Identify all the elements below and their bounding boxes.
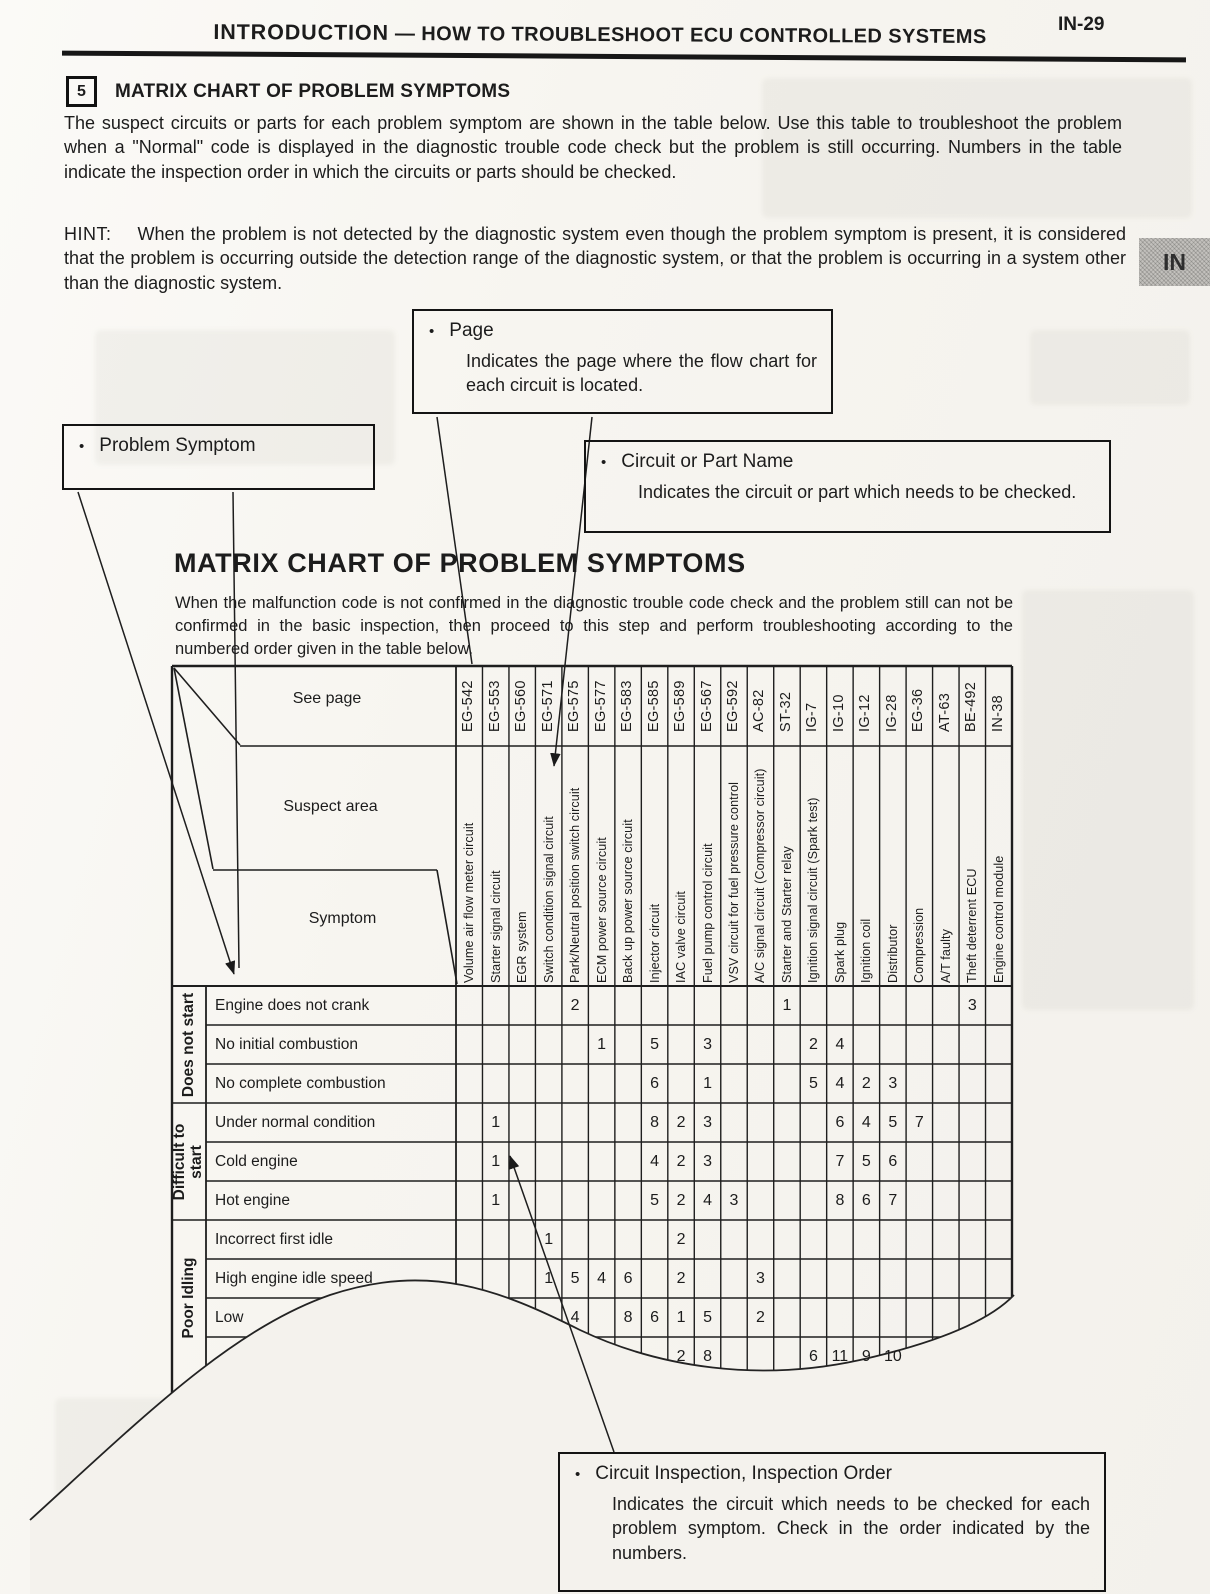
matrix-page-code: EG-583: [619, 680, 636, 732]
callout-circuit-body: Indicates the circuit or part which needs to be checked.: [638, 482, 1077, 502]
matrix-page-code: AT-63: [936, 692, 953, 732]
matrix-cell: 5: [703, 1308, 712, 1326]
matrix-cell: 6: [835, 1113, 845, 1131]
callout-problem-title: Problem Symptom: [99, 435, 256, 456]
matrix-cell: 2: [676, 1113, 686, 1131]
matrix-cell: 3: [703, 1035, 712, 1053]
matrix-cell: 6: [650, 1308, 660, 1326]
matrix-cell: 4: [650, 1152, 660, 1170]
bullet-icon: •: [79, 438, 85, 455]
matrix-suspect-label: Ignition coil: [859, 918, 874, 983]
matrix-cell: 1: [491, 1191, 501, 1209]
matrix-suspect-label: Ignition signal circuit (Spark test): [806, 797, 821, 983]
matrix-page-code: EG-577: [592, 680, 609, 732]
matrix-cell: 10: [883, 1347, 902, 1365]
matrix-cell: 8: [650, 1113, 660, 1131]
matrix-cell: 3: [703, 1113, 712, 1131]
matrix-cell: 3: [888, 1074, 898, 1092]
matrix-page-code: EG-589: [672, 680, 689, 732]
section-title: MATRIX CHART OF PROBLEM SYMPTOMS: [115, 80, 511, 102]
matrix-cell: 7: [835, 1152, 845, 1170]
matrix-cell: 8: [703, 1347, 712, 1365]
see-page-label: See page: [292, 690, 362, 707]
matrix-cell: 5: [861, 1152, 871, 1170]
page-title-section: INTRODUCTION: [213, 19, 390, 45]
matrix-cell: 2: [676, 1191, 686, 1209]
matrix-row-label: Low: [215, 1308, 244, 1326]
page-title-rest: — HOW TO TROUBLESHOOT ECU CONTROLLED SYSTEMS: [394, 22, 987, 49]
matrix-row-label: No initial combustion: [215, 1035, 359, 1053]
callout-circuit-or-part: [584, 440, 1111, 533]
callout-problem-symptom: [62, 424, 375, 490]
matrix-suspect-label: Switch condition signal circuit: [541, 816, 556, 983]
matrix-group-label-text: Does not start: [179, 992, 197, 1097]
bullet-icon: •: [575, 1466, 581, 1483]
matrix-cell: 5: [650, 1035, 660, 1053]
matrix-suspect-label: Engine control module: [991, 855, 1006, 983]
matrix-cell: 5: [570, 1269, 580, 1287]
matrix-title: MATRIX CHART OF PROBLEM SYMPTOMS: [174, 548, 746, 578]
matrix-cell: 5: [650, 1191, 660, 1209]
matrix-row-label: Under normal condition: [215, 1113, 376, 1131]
matrix-cell: 1: [597, 1035, 607, 1053]
matrix-row-label: High engine idle speed: [215, 1269, 373, 1287]
matrix-page-code: EG-553: [486, 680, 503, 732]
matrix-cell: 2: [676, 1347, 686, 1365]
matrix-page-code: IN-38: [989, 695, 1006, 732]
matrix-suspect-label: Fuel pump control circuit: [700, 843, 715, 983]
matrix-suspect-label: A/C signal circuit (Compressor circuit): [753, 768, 768, 983]
matrix-row-label: Hot engine: [215, 1191, 290, 1209]
matrix-suspect-label: Park/Neutral position switch circuit: [568, 787, 583, 983]
matrix-cell: 3: [756, 1269, 765, 1287]
matrix-page-code: EG-575: [566, 680, 583, 732]
hint-text: When the problem is not detected by the diagnostic system even though the problem symptom is present, it is considered that the problem is occurring outside the detection range of the diagnostic system, or that the problem is occurring in a system other than the diagnostic system.: [64, 224, 1126, 293]
matrix-cell: 4: [835, 1035, 845, 1053]
matrix-cell: 6: [861, 1191, 871, 1209]
matrix-cell: 8: [835, 1191, 845, 1209]
matrix-suspect-label: Volume air flow meter circuit: [462, 822, 477, 983]
matrix-suspect-label: Theft deterrent ECU: [965, 868, 980, 983]
matrix-cell: 1: [544, 1269, 554, 1287]
matrix-suspect-label: Starter signal circuit: [488, 870, 503, 983]
matrix-page-code: EG-542: [460, 680, 477, 732]
matrix-cell: 5: [808, 1074, 818, 1092]
matrix-cell: 4: [861, 1113, 871, 1131]
matrix-page-code: IG-7: [804, 702, 821, 732]
matrix-row-label: Incorrect first idle: [215, 1230, 334, 1248]
matrix-cell: 6: [623, 1269, 633, 1287]
matrix-cell: 4: [570, 1308, 580, 1326]
matrix-cell: 4: [703, 1191, 712, 1209]
matrix-suspect-label: VSV circuit for fuel pressure control: [726, 781, 741, 983]
matrix-cell: 2: [808, 1035, 818, 1053]
matrix-page-code: IG-10: [830, 694, 847, 732]
callout-circuit-title: Circuit or Part Name: [621, 451, 794, 472]
matrix-page-code: EG-571: [539, 680, 556, 732]
matrix-page-code: EG-592: [724, 680, 741, 732]
bullet-icon: •: [601, 454, 607, 471]
matrix-suspect-label: Starter and Starter relay: [779, 846, 794, 983]
matrix-page-code: ST-32: [777, 691, 794, 732]
matrix-suspect-label: Injector circuit: [647, 903, 662, 983]
matrix-cell: 1: [782, 996, 792, 1014]
page-number: IN-29: [1058, 14, 1105, 35]
matrix-cell: 1: [544, 1230, 554, 1248]
matrix-cell: 7: [888, 1191, 898, 1209]
matrix-cell: 2: [676, 1230, 686, 1248]
matrix-cell: 3: [729, 1191, 739, 1209]
matrix-group-label-text: Difficult to start: [171, 1123, 205, 1200]
matrix-page-code: AC-82: [751, 689, 768, 732]
matrix-suspect-label: EGR system: [515, 911, 530, 983]
matrix-cell: 2: [676, 1269, 686, 1287]
matrix-suspect-label: IAC valve circuit: [674, 891, 689, 983]
matrix-cell: 2: [756, 1308, 765, 1326]
matrix-cell: 6: [808, 1347, 818, 1365]
matrix-cell: 6: [650, 1074, 660, 1092]
matrix-group-label-text: Poor Idling: [179, 1257, 197, 1339]
matrix-row-label: Engine does not crank: [215, 996, 370, 1014]
matrix-intro: When the malfunction code is not confirmed in the diagnostic trouble code check and the problem still can not be confirmed in the basic inspection, then proceed to this step and perform troubleshooting according to the numbered order given in the table below.: [175, 594, 1013, 658]
section-thumb-tab: IN: [1139, 238, 1210, 286]
matrix-page-code: BE-492: [963, 681, 980, 732]
matrix-suspect-label: Compression: [912, 907, 927, 983]
matrix-cell: 1: [491, 1113, 501, 1131]
matrix-cell: 7: [914, 1113, 924, 1131]
matrix-cell: 6: [888, 1152, 898, 1170]
matrix-row-label: Cold engine: [215, 1152, 298, 1170]
matrix-cell: 1: [703, 1074, 712, 1092]
matrix-group-label: [172, 1220, 206, 1376]
suspect-area-label: Suspect area: [283, 798, 378, 815]
matrix-page-code: IG-28: [883, 694, 900, 732]
matrix-cell: 9: [861, 1347, 871, 1365]
matrix-suspect-label: ECM power source circuit: [594, 837, 609, 983]
symptom-label: Symptom: [308, 910, 377, 927]
matrix-suspect-label: Distributor: [885, 924, 900, 983]
callout-inspection-title: Circuit Inspection, Inspection Order: [595, 1463, 893, 1484]
callout-page-body: Indicates the page where the flow chart for each circuit is located.: [466, 351, 817, 396]
matrix-suspect-label: Back up power source circuit: [621, 819, 636, 983]
matrix-cell: 11: [831, 1347, 849, 1365]
matrix-cell: 4: [597, 1269, 607, 1287]
matrix-page-code: EG-585: [645, 680, 662, 732]
matrix-row-label: No complete combustion: [215, 1074, 386, 1092]
matrix-cell: 1: [676, 1308, 686, 1326]
bullet-icon: •: [429, 323, 435, 340]
matrix-suspect-label: A/T faulty: [938, 929, 953, 983]
matrix-cell: 2: [861, 1074, 871, 1092]
matrix-page-code: EG-560: [513, 680, 530, 732]
matrix-cell: 8: [623, 1308, 633, 1326]
callout-inspection-body: Indicates the circuit which needs to be checked for each problem symptom. Check in the order indicated by the numbers.: [612, 1494, 1090, 1563]
matrix-cell: 1: [491, 1152, 501, 1170]
matrix-cell: 3: [967, 996, 977, 1014]
callout-inspection-order: [558, 1452, 1106, 1592]
matrix-page-code: EG-36: [910, 688, 927, 732]
callout-page-title: Page: [449, 320, 494, 341]
matrix-group-label: [172, 986, 206, 1103]
intro-paragraph: The suspect circuits or parts for each problem symptom are shown in the table below. Use this table to troubleshoot the problem when a "Normal" code is displayed in the diagnostic trouble code check but the problem is still occurring. Numbers in the table indicate the inspection order in which the circuits or parts should be checked.: [64, 113, 1122, 182]
matrix-page-code: EG-567: [698, 680, 715, 732]
matrix-group-label: [172, 1103, 206, 1220]
section-number-box: 5: [66, 76, 97, 107]
matrix-cell: 2: [570, 996, 580, 1014]
hint-label: HINT:: [64, 224, 112, 244]
matrix-cell: 3: [703, 1152, 712, 1170]
callout-page: [412, 309, 833, 414]
matrix-cell: 4: [835, 1074, 845, 1092]
matrix-page-code: IG-12: [857, 694, 874, 732]
matrix-cell: 2: [676, 1152, 686, 1170]
matrix-suspect-label: Spark plug: [832, 921, 847, 983]
matrix-cell: 5: [888, 1113, 898, 1131]
